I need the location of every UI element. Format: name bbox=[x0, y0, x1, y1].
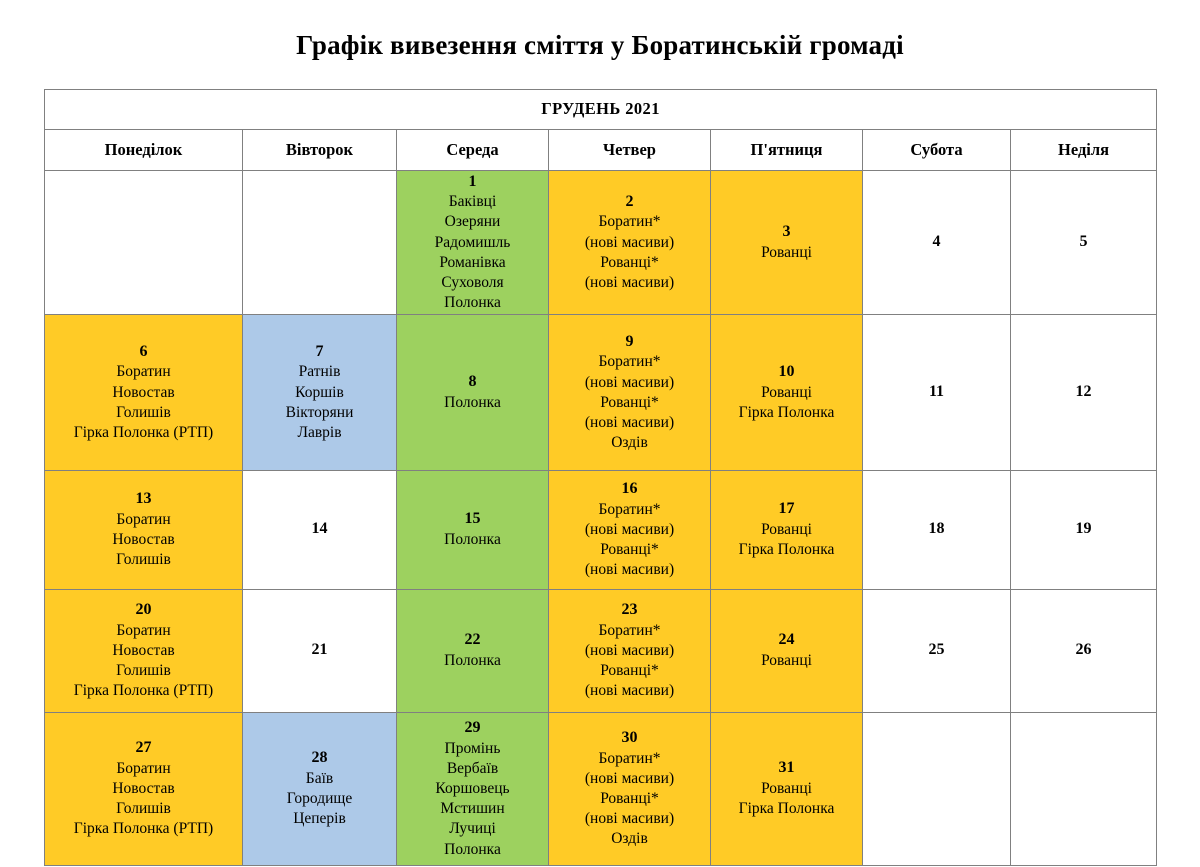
collection-location: Новостав bbox=[112, 780, 175, 798]
calendar-day-cell[interactable] bbox=[711, 712, 863, 865]
collection-location: Новостав bbox=[112, 642, 175, 660]
day-number: 22 bbox=[464, 631, 481, 649]
collection-location: Гірка Полонка (РТП) bbox=[73, 820, 214, 838]
collection-location: Рованці* bbox=[600, 662, 659, 680]
calendar-day-cell[interactable] bbox=[711, 314, 863, 470]
collection-location: Оздів bbox=[611, 830, 648, 848]
day-number: 11 bbox=[928, 382, 945, 400]
calendar-day-cell[interactable] bbox=[711, 170, 863, 314]
calendar-day-cell[interactable] bbox=[45, 470, 243, 589]
calendar-week-row bbox=[45, 589, 1157, 712]
calendar-empty-cell bbox=[1011, 712, 1157, 865]
day-number: 17 bbox=[778, 500, 795, 518]
collection-location: Коршовець bbox=[435, 780, 510, 798]
collection-location: (нові масиви) bbox=[584, 233, 675, 251]
collection-location: Баїв bbox=[305, 770, 334, 788]
weekday-header-wednesday: Середа bbox=[397, 129, 549, 170]
calendar-empty-cell bbox=[45, 170, 243, 314]
collection-location: Радомишль bbox=[434, 233, 511, 251]
day-number: 12 bbox=[1075, 382, 1092, 400]
collection-location: Цеперів bbox=[293, 810, 346, 828]
collection-location: Полонка bbox=[444, 652, 501, 670]
calendar-day-cell[interactable] bbox=[397, 470, 549, 589]
calendar-day-cell[interactable] bbox=[863, 314, 1011, 470]
calendar-day-cell[interactable] bbox=[1011, 314, 1157, 470]
collection-location: Полонка bbox=[444, 531, 501, 549]
collection-location: Боратин bbox=[116, 621, 171, 639]
weekday-header-saturday: Субота bbox=[863, 129, 1011, 170]
calendar-day-cell[interactable] bbox=[243, 712, 397, 865]
collection-location: Баківці bbox=[448, 193, 497, 211]
weekday-header-thursday: Четвер bbox=[549, 129, 711, 170]
collection-location: (нові масиви) bbox=[584, 682, 675, 700]
collection-location: Промінь bbox=[444, 739, 501, 757]
day-number: 30 bbox=[621, 729, 638, 747]
calendar-day-cell[interactable] bbox=[397, 712, 549, 865]
day-number: 7 bbox=[315, 342, 324, 360]
calendar-page bbox=[0, 18, 1200, 867]
collection-location: Озеряни bbox=[444, 213, 501, 231]
collection-location: Голишів bbox=[116, 800, 171, 818]
collection-location: Ратнів bbox=[298, 363, 341, 381]
calendar-day-cell[interactable] bbox=[863, 589, 1011, 712]
month-header-row bbox=[45, 89, 1157, 129]
day-number: 18 bbox=[928, 520, 945, 538]
day-number: 2 bbox=[625, 192, 634, 210]
collection-location: Новостав bbox=[112, 383, 175, 401]
calendar-day-cell[interactable] bbox=[1011, 470, 1157, 589]
calendar-day-cell[interactable] bbox=[45, 589, 243, 712]
day-number: 31 bbox=[778, 759, 795, 777]
collection-location: Оздів bbox=[611, 433, 648, 451]
collection-location: Рованці bbox=[761, 383, 812, 401]
day-number: 1 bbox=[468, 172, 477, 190]
day-number: 20 bbox=[135, 601, 152, 619]
day-number: 16 bbox=[621, 480, 638, 498]
calendar-day-cell[interactable] bbox=[243, 470, 397, 589]
calendar-day-cell[interactable] bbox=[1011, 170, 1157, 314]
collection-location: Боратин* bbox=[598, 749, 661, 767]
collection-location: Голишів bbox=[116, 662, 171, 680]
weekday-header-monday: Понеділок bbox=[45, 129, 243, 170]
day-number: 27 bbox=[135, 739, 152, 757]
collection-location: Гірка Полонка (РТП) bbox=[73, 682, 214, 700]
collection-location: Вікторяни bbox=[285, 403, 354, 421]
collection-location: Полонка bbox=[444, 393, 501, 411]
collection-location: Гірка Полонка bbox=[738, 800, 835, 818]
collection-location: Рованці* bbox=[600, 393, 659, 411]
collection-location: Рованці bbox=[761, 652, 812, 670]
calendar-empty-cell bbox=[243, 170, 397, 314]
calendar-week-row bbox=[45, 470, 1157, 589]
calendar-day-cell[interactable] bbox=[397, 589, 549, 712]
collection-location: Рованці bbox=[761, 780, 812, 798]
collection-location: (нові масиви) bbox=[584, 273, 675, 291]
day-number: 29 bbox=[464, 719, 481, 737]
calendar-day-cell[interactable] bbox=[45, 712, 243, 865]
collection-location: Боратин* bbox=[598, 500, 661, 518]
collection-location: Лучиці bbox=[449, 820, 496, 838]
calendar-day-cell[interactable] bbox=[45, 314, 243, 470]
collection-location: Рованці* bbox=[600, 253, 659, 271]
collection-location: Боратин* bbox=[598, 353, 661, 371]
calendar-day-cell[interactable] bbox=[1011, 589, 1157, 712]
weekday-header-sunday: Неділя bbox=[1011, 129, 1157, 170]
calendar-day-cell[interactable] bbox=[863, 470, 1011, 589]
collection-location: Голишів bbox=[116, 403, 171, 421]
collection-location: (нові масиви) bbox=[584, 413, 675, 431]
day-number: 14 bbox=[311, 520, 328, 538]
weekday-header-friday: П'ятниця bbox=[711, 129, 863, 170]
collection-location: Рованці* bbox=[600, 541, 659, 559]
calendar-day-cell[interactable] bbox=[549, 314, 711, 470]
calendar-header bbox=[45, 89, 1157, 170]
day-number: 24 bbox=[778, 631, 795, 649]
calendar-week-row bbox=[45, 314, 1157, 470]
collection-location: Голишів bbox=[116, 551, 171, 569]
calendar-day-cell[interactable] bbox=[549, 589, 711, 712]
calendar-container bbox=[0, 89, 1200, 866]
day-number: 21 bbox=[311, 641, 328, 659]
day-number: 4 bbox=[932, 232, 941, 250]
day-number: 3 bbox=[782, 222, 791, 240]
day-number: 5 bbox=[1079, 232, 1088, 250]
calendar-week-row bbox=[45, 712, 1157, 865]
day-number: 28 bbox=[311, 749, 328, 767]
calendar-day-cell[interactable] bbox=[549, 470, 711, 589]
collection-location: Боратин bbox=[116, 759, 171, 777]
day-number: 8 bbox=[468, 372, 477, 390]
calendar-day-cell[interactable] bbox=[549, 170, 711, 314]
collection-location: (нові масиви) bbox=[584, 373, 675, 391]
weekday-header-row bbox=[45, 129, 1157, 170]
collection-location: Гірка Полонка bbox=[738, 403, 835, 421]
collection-location: Рованці* bbox=[600, 790, 659, 808]
calendar-day-cell[interactable] bbox=[397, 314, 549, 470]
collection-location: Боратин bbox=[116, 363, 171, 381]
day-number: 9 bbox=[625, 332, 634, 350]
collection-location: (нові масиви) bbox=[584, 810, 675, 828]
page-title: Графік вивезення сміття у Боратинській громаді bbox=[296, 30, 904, 61]
collection-location: Рованці bbox=[761, 243, 812, 261]
calendar-week-row bbox=[45, 170, 1157, 314]
calendar-day-cell[interactable] bbox=[863, 170, 1011, 314]
collection-location: Мстишин bbox=[440, 800, 505, 818]
collection-location: Боратин* bbox=[598, 621, 661, 639]
collection-location: Лаврів bbox=[297, 423, 342, 441]
day-number: 26 bbox=[1075, 641, 1092, 659]
waste-collection-calendar bbox=[44, 89, 1157, 866]
day-number: 13 bbox=[135, 490, 152, 508]
day-number: 25 bbox=[928, 641, 945, 659]
collection-location: Боратин* bbox=[598, 213, 661, 231]
calendar-day-cell[interactable] bbox=[711, 589, 863, 712]
day-number: 6 bbox=[139, 342, 148, 360]
collection-location: Боратин bbox=[116, 511, 171, 529]
collection-location: (нові масиви) bbox=[584, 561, 675, 579]
calendar-day-cell[interactable] bbox=[243, 589, 397, 712]
collection-location: Коршів bbox=[295, 383, 344, 401]
day-number: 23 bbox=[621, 601, 638, 619]
collection-location: Городище bbox=[286, 790, 353, 808]
collection-location: Полонка bbox=[444, 840, 501, 858]
collection-location: Новостав bbox=[112, 531, 175, 549]
collection-location: Романівка bbox=[439, 253, 506, 271]
collection-location: Полонка bbox=[444, 294, 501, 312]
collection-location: Гірка Полонка bbox=[738, 541, 835, 559]
calendar-day-cell[interactable] bbox=[397, 170, 549, 314]
calendar-body bbox=[45, 170, 1157, 865]
collection-location: (нові масиви) bbox=[584, 521, 675, 539]
month-title: ГРУДЕНЬ 2021 bbox=[45, 89, 1157, 129]
day-number: 19 bbox=[1075, 520, 1092, 538]
collection-location: (нові масиви) bbox=[584, 642, 675, 660]
collection-location: (нові масиви) bbox=[584, 770, 675, 788]
collection-location: Суховоля bbox=[441, 273, 504, 291]
calendar-empty-cell bbox=[863, 712, 1011, 865]
day-number: 10 bbox=[778, 362, 795, 380]
calendar-day-cell[interactable] bbox=[549, 712, 711, 865]
calendar-day-cell[interactable] bbox=[243, 314, 397, 470]
day-number: 15 bbox=[464, 510, 481, 528]
collection-location: Рованці bbox=[761, 521, 812, 539]
collection-location: Вербаїв bbox=[446, 759, 499, 777]
collection-location: Гірка Полонка (РТП) bbox=[73, 423, 214, 441]
weekday-header-tuesday: Вівторок bbox=[243, 129, 397, 170]
calendar-day-cell[interactable] bbox=[711, 470, 863, 589]
